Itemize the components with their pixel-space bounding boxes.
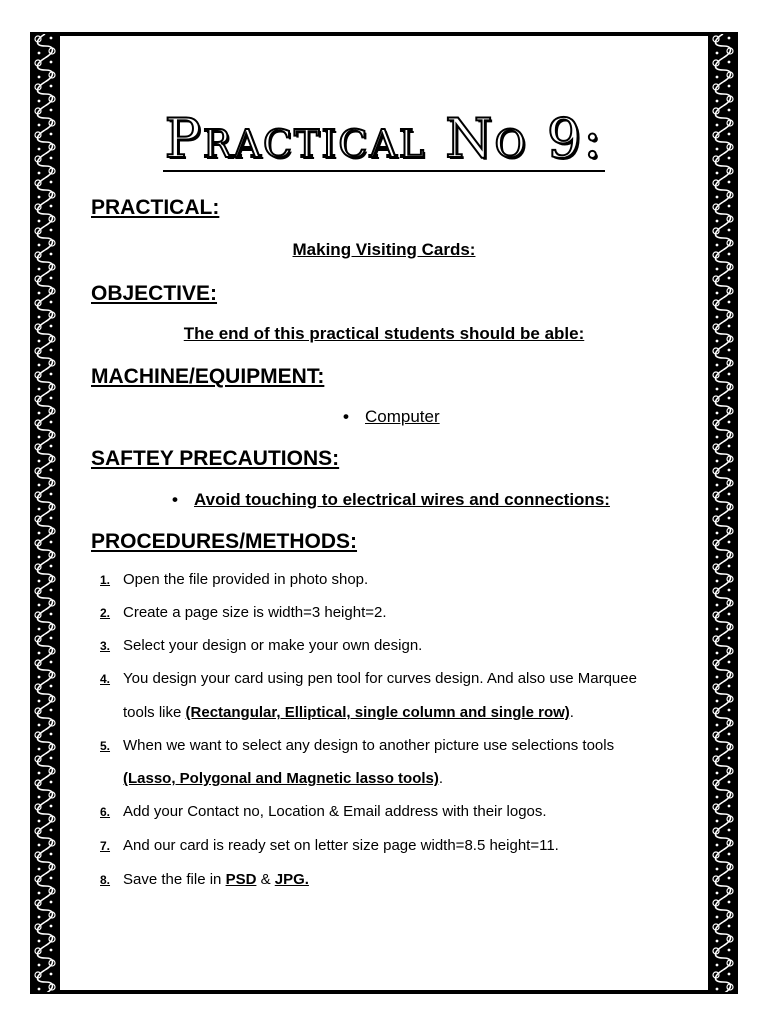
step-text-suffix: . <box>438 770 444 787</box>
step-text: Open the file provided in photo shop. <box>123 571 369 588</box>
step-text: And our card is ready set on letter size page width=8.5 height=11. <box>123 837 559 854</box>
safety-bullet <box>172 490 610 510</box>
step-number: 2. <box>100 606 111 620</box>
procedure-step-continuation <box>123 704 574 721</box>
procedure-step <box>100 737 614 754</box>
page-title <box>60 108 708 172</box>
objective-heading: OBJECTIVE: <box>91 282 218 305</box>
step-number: 7. <box>100 839 111 853</box>
page-title-text: Practical No 9: <box>164 107 604 170</box>
procedure-step <box>100 670 637 687</box>
step-number: 6. <box>100 805 111 819</box>
machine-bullet-text: Computer <box>365 407 440 426</box>
step-number: 8. <box>100 873 111 887</box>
step-number: 1. <box>100 573 111 587</box>
procedure-step <box>100 871 309 888</box>
lasso-tools-list: (Lasso, Polygonal and Magnetic lasso tools) <box>123 770 439 787</box>
objective-text: The end of this practical students should be able: <box>183 324 585 343</box>
procedure-step <box>100 637 422 654</box>
bullet-dot-icon: • <box>343 407 349 426</box>
practical-heading: PRACTICAL: <box>91 196 220 219</box>
step-text: When we want to select any design to another picture use selections tools <box>123 737 615 754</box>
step-number: 3. <box>100 639 111 653</box>
step-text: Add your Contact no, Location & Email address with their logos. <box>123 803 547 820</box>
machine-bullet <box>343 407 440 427</box>
bullet-dot-icon: • <box>172 490 178 509</box>
jpg-format: JPG. <box>274 871 309 888</box>
procedures-heading: PROCEDURES/METHODS: <box>91 530 358 553</box>
ampersand: & <box>256 871 275 888</box>
procedure-step <box>100 571 368 588</box>
machine-heading: MACHINE/EQUIPMENT: <box>91 365 325 388</box>
procedure-step <box>100 837 559 854</box>
marquee-tools-list: (Rectangular, Elliptical, single column and single row) <box>185 704 570 721</box>
step-text: Create a page size is width=3 height=2. <box>123 604 387 621</box>
procedure-step <box>100 803 547 820</box>
procedure-step-continuation <box>123 770 443 787</box>
vine-border-right <box>709 34 737 992</box>
psd-format: PSD <box>225 871 257 888</box>
step-text: You design your card using pen tool for curves design. And also use Marquee <box>123 670 637 687</box>
practical-text: Making Visiting Cards: <box>292 240 476 259</box>
safety-heading: SAFTEY PRECAUTIONS: <box>91 447 340 470</box>
step-text-prefix: Save the file in <box>123 871 226 888</box>
safety-bullet-text: Avoid touching to electrical wires and connections: <box>194 490 610 509</box>
step-text-prefix: tools like <box>123 704 186 721</box>
vine-border-left <box>31 34 59 992</box>
step-number: 4. <box>100 672 111 686</box>
step-text: Select your design or make your own design. <box>123 637 423 654</box>
procedure-step <box>100 604 387 621</box>
step-number: 5. <box>100 739 111 753</box>
step-text-suffix: . <box>569 704 574 721</box>
document-content <box>60 36 708 990</box>
